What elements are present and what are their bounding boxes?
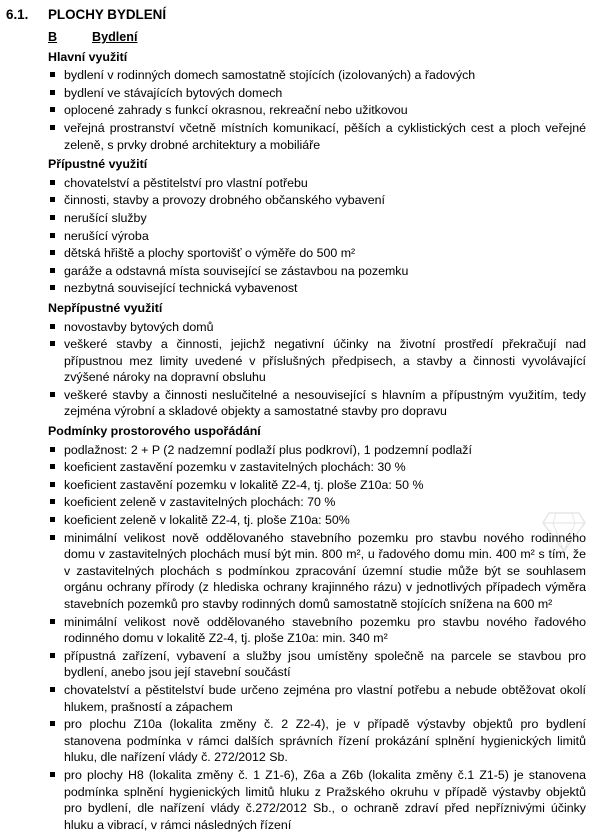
list-item: veškeré stavby a činnosti, jejichž negativní účinky na životní prostředí překračují nad přípustnou mez limity uvedené v příslušných předpisech, a stavby a činnosti vyvolávající zvýšené nároky na dopravní obsluhu <box>48 336 586 386</box>
section-heading <box>6 6 586 24</box>
subsection-title: Bydlení <box>92 30 138 44</box>
document-page <box>6 6 586 834</box>
list-item: pro plochy H8 (lokalita změny č. 1 Z1-6), Z6a a Z6b (lokalita změny č.1 Z1-5) je stanovena podmínka splnění hygienických limitů hluku z Pražského okruhu v případě výstavby objektů pro bydlení, dle nařízení vlády č.272/2012 Sb., o ochraně zdraví před nepříznivými účinky hluku a vibrací, v rámci následných řízení <box>48 767 586 833</box>
list-item: podlažnost: 2 + P (2 nadzemní podlaží plus podkroví), 1 podzemní podlaží <box>48 442 586 459</box>
group-title: Přípustné využití <box>48 157 148 172</box>
bullet-list <box>48 175 586 297</box>
section-number: 6.1. <box>6 7 29 22</box>
list-item: nerušící služby <box>48 210 586 227</box>
list-item: veškeré stavby a činnosti neslučitelné a nesouvisející s hlavním a přípustným využitím, tedy zejména výrobní a skladové objekty a samostatné stavby pro dopravu <box>48 387 586 420</box>
list-item: nerušící výroba <box>48 228 586 245</box>
group-pripustne-vyuziti <box>48 156 586 297</box>
list-item: minimální velikost nově oddělovaného stavebního pozemku pro stavbu nového řadového rodinného domu v lokalitě Z2-4, tj. ploše Z10a: min. 340 m² <box>48 614 586 647</box>
list-item: činnosti, stavby a provozy drobného občanského vybavení <box>48 192 586 209</box>
list-item: veřejná prostranství včetně místních komunikací, pěších a cyklistických cest a ploch veřejné zeleně, s prvky drobné architektury a mobiliáře <box>48 120 586 153</box>
list-item: koeficient zeleně v zastavitelných plochách: 70 % <box>48 494 586 511</box>
list-item: koeficient zastavění pozemku v zastavitelných plochách: 30 % <box>48 459 586 476</box>
list-item: pro plochu Z10a (lokalita změny č. 2 Z2-4), je v případě výstavby objektů pro bydlení stanovena podmínka v rámci dalších správních řízení prokázání splnění hygienických limitů hluku, dle nařízení vlády č. 272/2012 Sb. <box>48 716 586 766</box>
subsection-heading <box>48 29 586 46</box>
group-hlavni-vyuziti <box>48 49 586 154</box>
group-title: Nepřípustné využití <box>48 300 163 315</box>
list-item: nezbytná související technická vybavenost <box>48 280 586 297</box>
list-item: oplocené zahrady s funkcí okrasnou, rekreační nebo užitkovou <box>48 102 586 119</box>
list-item: novostavby bytových domů <box>48 319 586 336</box>
section-title: PLOCHY BYDLENÍ <box>48 7 167 22</box>
list-item: dětská hřiště a plochy sportovišť o výměře do 500 m² <box>48 245 586 262</box>
bullet-list <box>48 67 586 153</box>
subsection-letter: B <box>48 30 58 44</box>
list-item: bydlení ve stávajících bytových domech <box>48 85 586 102</box>
group-title: Podmínky prostorového uspořádání <box>48 424 261 439</box>
list-item: bydlení v rodinných domech samostatně stojících (izolovaných) a řadových <box>48 67 586 84</box>
list-item: chovatelství a pěstitelství bude určeno zejména pro vlastní potřebu a nebude obtěžovat okolí hlukem, prašností a zápachem <box>48 682 586 715</box>
diamond-watermark-icon <box>541 505 587 561</box>
group-nepripustne-vyuziti <box>48 300 586 420</box>
list-item: koeficient zastavění pozemku v lokalitě Z2-4, tj. ploše Z10a: 50 % <box>48 477 586 494</box>
list-item: minimální velikost nově oddělovaného stavebního pozemku pro stavbu nového rodinného domu v zastavitelných plochách musí být min. 800 m², u řadového domu min. 400 m² s tím, že v zastavitelných plochách s podmínkou zpracování územní studie může být se souhlasem orgánu ochrany přírody (z hlediska ochrany krajinného rázu) v jednotlivých případech výměra stavebních pozemků pro stavby rodinných domů samostatně stojících snížena na 600 m² <box>48 530 586 613</box>
group-podminky-prostoroveho-usporadani <box>48 423 586 833</box>
list-item: garáže a odstavná místa související se zástavbou na pozemku <box>48 263 586 280</box>
group-title: Hlavní využití <box>48 49 128 64</box>
list-item: chovatelství a pěstitelství pro vlastní potřebu <box>48 175 586 192</box>
bullet-list <box>48 442 586 834</box>
bullet-list <box>48 319 586 421</box>
list-item: přípustná zařízení, vybavení a služby jsou umístěny společně na parcele se stavbou pro bydlení, anebo jsou její stavební součástí <box>48 648 586 681</box>
list-item: koeficient zeleně v lokalitě Z2-4, tj. ploše Z10a: 50% <box>48 512 586 529</box>
